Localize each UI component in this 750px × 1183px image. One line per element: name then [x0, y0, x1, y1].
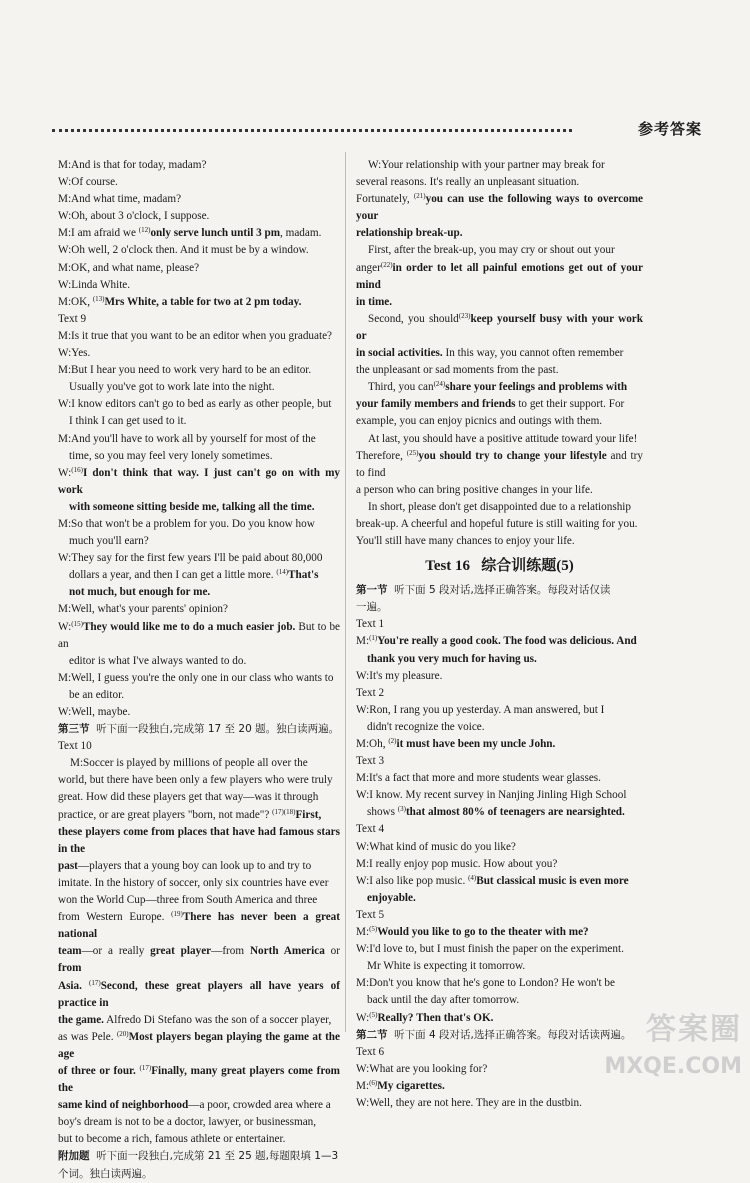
text-line: M:But I hear you need to work very hard to be an editor. — [58, 364, 312, 377]
text-line: break-up. A cheerful and hopeful future is still waiting for you. — [356, 517, 638, 530]
text-line: your family members and friends to get their support. For — [356, 398, 625, 411]
text-line: W:What are you looking for? — [356, 1062, 488, 1075]
dotted-rule — [52, 129, 572, 132]
text-line: imitate. In the history of soccer, only six countries have ever — [58, 876, 329, 889]
text-line: dollars a year, and then I can get a little more. $^{(14)}$That's — [69, 568, 319, 582]
text-line: didn't recognize the voice. — [367, 720, 485, 733]
text-line: Text 4 — [356, 823, 385, 836]
text-line: M:Well, I guess you're the only one in our class who wants to — [58, 671, 334, 684]
text-line: Third, you can$^{(24)}$share your feelings and problems with — [368, 380, 628, 394]
text-line: W:Your relationship with your partner may break for — [368, 159, 605, 171]
text-line: In short, please don't get disappointed due to a relationship — [368, 500, 631, 513]
text-line: time, so you may feel very lonely sometimes. — [69, 449, 273, 462]
text-line: several reasons. It's really an unpleasant situation. — [356, 176, 580, 189]
watermark-logo: 答案圈 — [646, 1012, 742, 1047]
text-line: thank you very much for having us. — [367, 652, 537, 665]
text-line: relationship break-up. — [356, 227, 463, 240]
text-line: M:It's a fact that more and more students wear glasses. — [356, 772, 601, 785]
text-line: editor is what I've always wanted to do. — [69, 654, 247, 667]
text-line: Text 5 — [356, 908, 385, 921]
text-line: boy's dream is not to be a doctor, lawyer, or businessman, — [58, 1116, 317, 1129]
text-line: W:Of course. — [58, 176, 118, 189]
text-line: W:$^{(15)}$They would like me to do a much easier job. But to be an — [58, 619, 343, 650]
text-line: At last, you should have a positive attitude toward your life! — [368, 432, 638, 445]
text-line: W:I'd love to, but I must finish the paper on the experiment. — [356, 943, 624, 956]
text-line: practice, or are great players "born, not made"? $^{(17)(18)}$First, — [58, 807, 322, 821]
text-line: M:OK, and what name, please? — [58, 261, 200, 274]
instruction-line: 一遍。 — [356, 601, 388, 614]
text-line: be an editor. — [69, 688, 124, 701]
text-line: these players come from places that have had famous stars in the — [58, 825, 343, 855]
instruction-line: 第三节 听下面一段独白,完成第 17 至 20 题。独白读两遍。 — [58, 723, 340, 736]
text-line: Mr White is expecting it tomorrow. — [367, 960, 526, 973]
text-line: back until the day after tomorrow. — [367, 994, 520, 1007]
text-line: Fortunately, $^{(21)}$you can use the following ways to overcome your — [356, 192, 646, 223]
text-line: shows $^{(3)}$that almost 80% of teenagers are nearsighted. — [367, 805, 625, 819]
text-line: W:$^{(16)}$I don't think that way. I just can't go on with my work — [58, 465, 343, 496]
text-line: the game. Alfredo Di Stefano was the son of a soccer player, — [58, 1013, 332, 1026]
text-line: the unpleasant or sad moments from the past. — [356, 364, 559, 377]
text-line: M:OK, $^{(13)}$Mrs White, a table for two at 2 pm today. — [58, 294, 302, 308]
text-line: Text 2 — [356, 686, 385, 699]
text-line: same kind of neighborhood—a poor, crowded area where a — [58, 1099, 331, 1112]
text-line: Asia. $^{(17)}$Second, these great players all have years of practice in — [58, 978, 343, 1009]
text-line: You'll still have many chances to enjoy your life. — [356, 535, 575, 548]
text-line: a person who can bring positive changes in your life. — [356, 483, 593, 496]
text-line: in time. — [356, 295, 393, 308]
text-line: M:And is that for today, madam? — [58, 159, 207, 171]
text-line: W:Oh, about 3 o'clock, I suppose. — [58, 210, 210, 223]
section-title: Test 16 综合训练题(5) — [425, 558, 574, 575]
header-title: 参考答案 — [637, 120, 702, 138]
text-line: W:Yes. — [58, 347, 91, 360]
text-line: M:Soccer is played by millions of people all over the — [70, 757, 308, 770]
text-line: as was Pele. $^{(20)}$Most players began playing the game at the age — [58, 1029, 343, 1060]
text-line: Text 6 — [356, 1045, 385, 1058]
text-line: Text 9 — [58, 312, 87, 325]
text-line: W:Well, maybe. — [58, 706, 131, 718]
text-line: W:I also like pop music. $^{(4)}$But classical music is even more — [356, 873, 629, 887]
text-line: won the World Cup—three from South America and three — [58, 894, 318, 907]
text-line: M:$^{(5)}$Would you like to go to the theater with me? — [356, 925, 589, 939]
text-line: Usually you've got to work late into the night. — [69, 381, 275, 394]
text-line: great. How did these players get that way—was it through — [58, 791, 319, 804]
text-line: not much, but enough for me. — [69, 586, 211, 599]
text-line: M:Oh, $^{(2)}$it must have been my uncle John. — [356, 737, 556, 750]
text-line: M:$^{(6)}$My cigarettes. — [356, 1078, 445, 1092]
text-line: W:What kind of music do you like? — [356, 840, 516, 853]
text-line: W:They say for the first few years I'll be paid about 80,000 — [58, 552, 323, 565]
text-line: M:I really enjoy pop music. How about you? — [356, 857, 558, 870]
text-line: W:Oh well, 2 o'clock then. And it must be by a window. — [58, 244, 309, 257]
text-line: M:And you'll have to work all by yourself for most of the — [58, 432, 316, 445]
text-line: M:Is it true that you want to be an editor when you graduate? — [58, 329, 333, 342]
text-line: W:Ron, I rang you up yesterday. A man answered, but I — [356, 703, 605, 716]
instruction-line: 附加题 听下面一段独白,完成第 21 至 25 题,每题限填 1—3 — [58, 1150, 339, 1163]
watermark — [604, 1004, 742, 1094]
watermark-url: MXQE.COM — [604, 1054, 742, 1079]
text-line: Text 3 — [356, 755, 385, 768]
text-line: Text 10 — [58, 740, 92, 753]
text-line: of three or four. $^{(17)}$Finally, many great players come from the — [58, 1063, 343, 1095]
text-line: W:I know editors can't go to bed as early as other people, but — [58, 398, 332, 411]
instruction-line: 第二节 听下面 4 段对话,选择正确答案。每段对话读两遍。 — [356, 1028, 632, 1041]
left-column — [58, 157, 343, 1183]
text-line: Second, you should$^{(23)}$keep yourself busy with your work or — [356, 311, 646, 342]
text-line: W:$^{(5)}$Really? Then that's OK. — [356, 1010, 494, 1024]
text-line: Text 1 — [356, 618, 385, 631]
text-line: enjoyable. — [367, 891, 416, 904]
text-line: W:It's my pleasure. — [356, 669, 443, 682]
text-line: W:Linda White. — [58, 278, 131, 291]
text-line: much you'll earn? — [69, 535, 149, 548]
column-divider — [345, 152, 346, 1032]
text-line: past—players that a young boy can look up to and try to — [58, 859, 312, 872]
text-line: but to become a rich, famous athlete or entertainer. — [58, 1133, 286, 1146]
text-line: from Western Europe. $^{(19)}$There has never been a great national — [58, 910, 343, 941]
text-line: M:I am afraid we $^{(12)}$only serve lunch until 3 pm, madam. — [58, 226, 322, 240]
text-line: team—or a really great player—from North America or from — [58, 945, 343, 975]
text-line: W:I know. My recent survey in Nanjing Jinling High School — [356, 789, 627, 802]
text-line: M:And what time, madam? — [58, 193, 182, 206]
text-line: Therefore, $^{(25)}$you should try to change your lifestyle and try to find — [356, 448, 646, 479]
page-header — [52, 118, 702, 140]
instruction-line: 个词。独白读两遍。 — [58, 1167, 153, 1180]
text-line: First, after the break-up, you may cry or shout out your — [368, 244, 615, 257]
instruction-line: 第一节 听下面 5 段对话,选择正确答案。每段对话仅读 — [356, 584, 611, 597]
text-line: anger$^{(22)}$in order to let all painful emotions get out of your mind — [356, 260, 646, 291]
text-line: I think I can get used to it. — [69, 415, 187, 428]
text-line: M:Well, what's your parents' opinion? — [58, 603, 228, 616]
text-line: M:So that won't be a problem for you. Do you know how — [58, 517, 315, 530]
text-line: in social activities. In this way, you cannot often remember — [356, 347, 624, 360]
text-line: W:Well, they are not here. They are in the dustbin. — [356, 1096, 582, 1109]
text-line: example, you can enjoy picnics and outings with them. — [356, 415, 603, 428]
text-line: world, but there have been only a few players who were truly — [58, 774, 333, 787]
text-line: with someone sitting beside me, talking all the time. — [69, 500, 315, 513]
text-line: M:$^{(1)}$You're really a good cook. The food was delicious. And — [356, 634, 637, 648]
right-column — [356, 157, 646, 1112]
text-line: M:Don't you know that he's gone to London? He won't be — [356, 977, 615, 990]
